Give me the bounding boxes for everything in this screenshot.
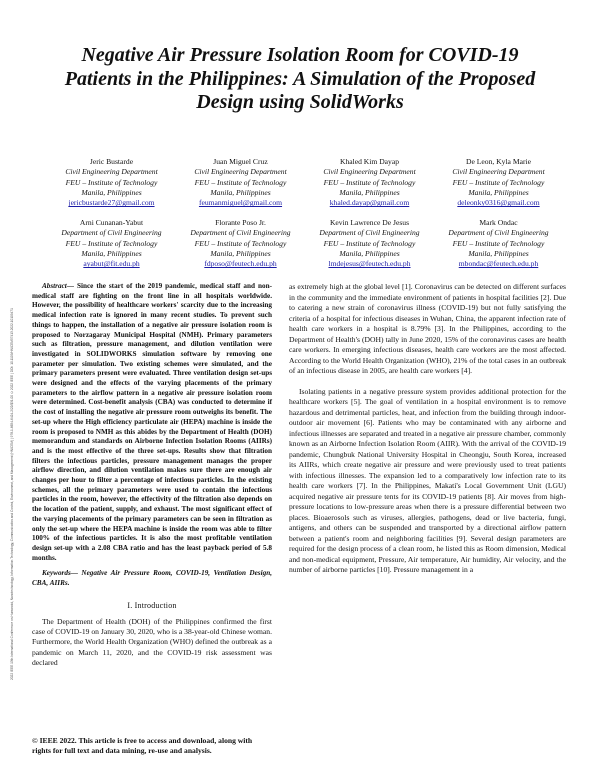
author-location: Manila, Philippines (339, 187, 400, 197)
author-block (305, 157, 434, 208)
author-email-link[interactable]: mbondac@feutech.edu.ph (458, 259, 539, 269)
author-department: Civil Engineering Department (323, 167, 416, 177)
right-column (289, 282, 566, 586)
left-column (32, 282, 272, 669)
author-department: Department of Civil Engineering (190, 228, 291, 238)
keywords-label: Keywords— (42, 569, 78, 578)
introduction-paragraph: The Department of Health (DOH) of the Philippines confirmed the first case of COVID-19 on January 30, 2020, who is a 38-year-old Chinese woman. Furthermore, the World Health Organization (WHO) defined the outbreak as a pandemic on March 11, 2020, and the COVID-19 risk assessment was declared (32, 616, 272, 668)
author-institution: FEU – Institute of Technology (65, 177, 158, 187)
author-email-link[interactable]: jericbustarde27@gmail.com (68, 198, 155, 208)
keywords-text: Negative Air Pressure Room, COVID-19, Ventilation Design, CBA, AIIRs. (32, 569, 272, 588)
author-block (47, 157, 176, 208)
author-location: Manila, Philippines (81, 187, 142, 197)
author-institution: FEU – Institute of Technology (323, 238, 416, 248)
section-heading-introduction: I. Introduction (127, 600, 177, 610)
author-block (176, 157, 305, 208)
abstract-text: — Since the start of the 2019 pandemic, medical staff and non-medical staff are fighting on the front line in all hospitals worldwide. However, the possibility of healthcare workers' scarcity due to the increasing medical infection rate is ignored in many recent studies. To prevent such things to happen, the installation of a negative air pressure isolation room is proposed to Norzagaray Municipal Hospital (NMH). Primary parameters such as filtration, pressure management, and dilution ventilation were investigated in SOLIDWORKS simulation software by removing one parameter per simulation. Two existing schemes were simulated, and the primary parameters present were evaluated. Three ventilation design set-ups were designed and the effects of the varying placements of the primary parameters to the airflow pattern in a negative air pressure isolation room were determined. Cost-benefit analysis (CBA) was conducted to determine if the cost of installing the negative air pressure room outweighs its benefit. The set-up where the High efficiency particulate air (HEPA) machine is inside the room is proposed to NMH as this abides by the Department of Health (DOH) memorandum and standards on Airborne Infection Isolation Rooms (AIIRs) and is the most effective of the three set-ups. Results show that filtration filters the infectious particles, pressure management manages the proper airflow direction, and dilution ventilation makes sure there are enough air changes per hour to filter a percentage of infectious particles. In the existing schemes, all the primary parameters were used to contain the infectious particles in the room, however, the effectivity of the filtration also depends on the location of the patient, supply, and exhaust. The most significant effect of the varying placements of the primary parameters can be seen in filtration as only the set-up where the HEPA machine is inside the room was able to filter 100% of the infectious particles. It is also the most profitable ventilation design set-up with a 2.08 CBA ratio and has the least payback period of 5.8 months. (32, 282, 272, 562)
paper-title: Negative Air Pressure Isolation Room for COVID-19 Patients in the Philippines: A Simulation of the Proposed Design using SolidWorks (64, 44, 536, 113)
author-name: Khaled Kim Dayap (339, 157, 400, 166)
author-location: Manila, Philippines (210, 187, 271, 197)
author-block (176, 218, 305, 269)
author-email-link[interactable]: khaled.dayap@gmail.com (329, 198, 410, 208)
author-location: Manila, Philippines (81, 248, 142, 258)
author-department: Civil Engineering Department (194, 167, 287, 177)
author-location: Manila, Philippines (210, 248, 271, 258)
body-paragraph: Isolating patients in a negative pressure system provides additional protection for the healthcare workers [5]. The goal of ventilation in a hospital environment is to remove hazardous and detrimental particles, heat, and infection from the building through indoor-outdoor air movement [6]. Patients who may be contaminated with any airborne and infectious illnesses are separated and treated in a negative air pressure chamber, commonly known as an Airborne Infection Isolation Room (AIIR). With the arrival of the COVID-19 pandemic, Chungbuk National University Hospital in Cheongju, South Korea, increased its AIIRs, which create negative air pressure and were previously used to treat patients with infectious illnesses. The expansion led to a comparatively low infection rate to its health care workers [7]. In the Philippines, Makati's Local Government Unit (LGU) acquired negative air pressure tents for its COVID-19 patients [8]. Air moves from high-pressure locations to low-pressure areas when there is a pressure differential between two places. Bioaerosols such as viruses, allergies, pathogens, dead or live bacteria, fungi, antigens, and others can be suspended and transported by a directional airflow pattern between a patient's room and neighboring facilities [9]. Several design parameters are required for the design process of a clean room, he listed this as Room dimension, Medical and non-medical equipment, Pressure, Air temperature, Air humidity, Air velocity, and the number of airborne particles [10]. Pressure management in a (289, 386, 566, 574)
body-paragraph: as extremely high at the global level [1]. Coronavirus can be detected on different surfaces in the community and the immediate environment of patients in hospital facilities [2]. Due to catering a new strain of coronavirus illness (COVID-19) but not fully satisfying the criteria of a hospital for infectious diseases in Wuhan, China, the apparent infection rate of health care workers in a hospital is 8.79% [3]. In the Philippines, according to the Department of Health's (DOH) tally in June 2020, 15% of the coronavirus cases are health care workers. In emerging infectious diseases, health care workers are the most affected. According to the World Health Organization (WHO), 21% of the total cases in an outbreak of an infectious disease in 2005, are health care workers [4]. (289, 282, 566, 375)
author-name: Kevin Lawrence De Jesus (329, 218, 410, 227)
side-identifier: 2022 IEEE 13th International Conference on Humanoid, Nanotechnology, Information Technology, Communication and Control, Environment, and Management (HNICEM) | 978-1-6654-6424-2/22/$31.00 ©2022 IEEE | DOI: 10.1109/HNICEM57413.2022.10109471 (10, 308, 14, 680)
author-name: Juan Miguel Cruz (213, 157, 268, 166)
abstract (32, 282, 272, 563)
author-block (434, 157, 563, 208)
author-institution: FEU – Institute of Technology (452, 238, 545, 248)
author-block (305, 218, 434, 269)
author-institution: FEU – Institute of Technology (323, 177, 416, 187)
author-name: Mark Ondac (479, 218, 518, 227)
author-department: Department of Civil Engineering (61, 228, 162, 238)
author-block (47, 218, 176, 269)
author-location: Manila, Philippines (339, 248, 400, 258)
author-email-link[interactable]: deleonky0316@gmail.com (457, 198, 540, 208)
author-email-link[interactable]: feumanmiguel@gmail.com (198, 198, 283, 208)
author-row-2 (47, 218, 563, 269)
author-email-link[interactable]: fdposo@feutech.edu.ph (204, 259, 277, 269)
author-institution: FEU – Institute of Technology (65, 238, 158, 248)
author-email-link[interactable]: ayabut@fit.edu.ph (83, 259, 140, 269)
keywords (32, 569, 272, 588)
author-institution: FEU – Institute of Technology (194, 177, 287, 187)
author-name: De Leon, Kyla Marie (466, 157, 531, 166)
author-institution: FEU – Institute of Technology (194, 238, 287, 248)
author-name: Florante Poso Jr. (215, 218, 266, 227)
author-department: Department of Civil Engineering (319, 228, 420, 238)
author-row-1 (47, 157, 563, 208)
author-department: Civil Engineering Department (65, 167, 158, 177)
author-block (434, 218, 563, 269)
author-location: Manila, Philippines (468, 248, 529, 258)
author-department: Civil Engineering Department (452, 167, 545, 177)
author-email-link[interactable]: lmdejesus@feutech.edu.ph (328, 259, 411, 269)
author-name: Arni Cunanan-Yabut (79, 218, 144, 227)
abstract-label: Abstract (42, 282, 67, 290)
author-department: Department of Civil Engineering (448, 228, 549, 238)
copyright-notice: © IEEE 2022. This article is free to access and download, along with rights for full text and data mining, re-use and analysis. (32, 736, 253, 756)
author-institution: FEU – Institute of Technology (452, 177, 545, 187)
author-name: Jeric Bustarde (89, 157, 134, 166)
author-location: Manila, Philippines (468, 187, 529, 197)
